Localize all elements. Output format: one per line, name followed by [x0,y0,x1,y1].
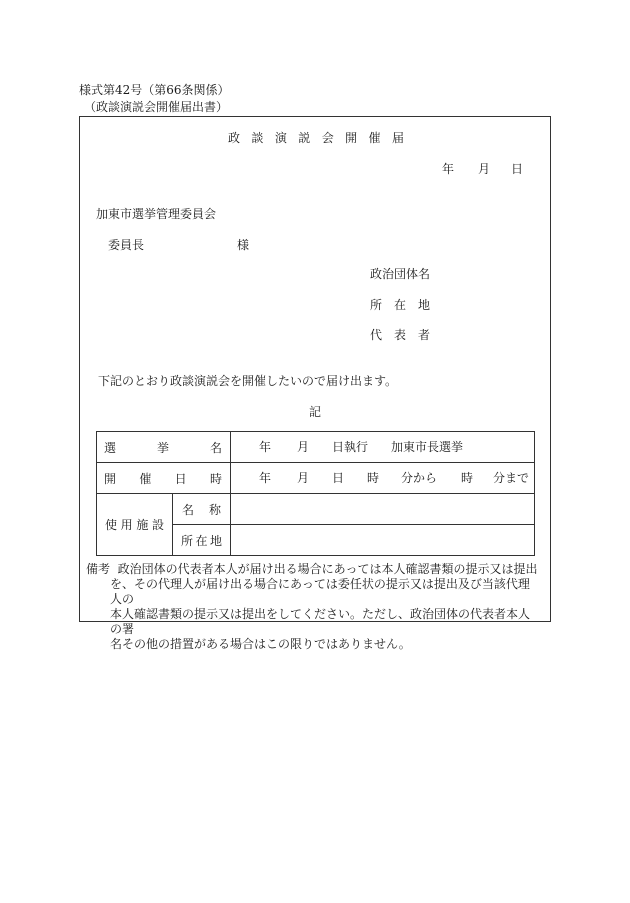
datetime-value: 年 月 日 時 分から 時 分まで [231,463,535,494]
table-row [97,463,535,494]
note-line-3: 本人確認書類の提示又は提出をしてください。ただし、政治団体の代表者本人の署 [110,607,531,636]
address-label: 所 在 地 [370,298,430,312]
political-group-name-label: 政治団体名 [370,267,431,281]
facility-address-label: 所 在 地 [173,525,231,556]
intro-text: 下記のとおり政談演説会を開催したいので届け出ます。 [98,374,398,388]
election-name-label: 選 挙 名 [97,432,231,463]
date-month: 月 [478,162,491,176]
datetime-label: 開 催 日 時 [97,463,231,494]
representative-label: 代 表 者 [370,328,430,342]
note-label: 備考 [86,562,111,576]
document-title: 政 談 演 説 会 開 催 届 [228,131,404,145]
date-year: 年 [442,162,455,176]
date-day: 日 [511,162,524,176]
form-subtitle: （政談演説会開催届出書） [84,100,229,114]
note-line-4: 名その他の措置がある場合はこの限りではありません。 [110,637,411,651]
recipient-org: 加東市選挙管理委員会 [96,207,217,221]
election-name-value: 年 月 日執行 加東市長選挙 [231,432,535,463]
note-line-1: 政治団体の代表者本人が届け出る場合にあっては本人確認書類の提示又は提出 [117,562,538,576]
facility-address-value [231,525,535,556]
facility-name-value [231,494,535,525]
note-block [86,562,538,652]
facility-name-label: 名 称 [173,494,231,525]
facility-label: 使 用 施 設 [97,494,173,556]
table-row [97,494,535,525]
ki-label: 記 [309,405,322,419]
note-line-2: を、その代理人が届け出る場合にあっては委任状の提示又は提出及び当該代理人の [110,577,530,606]
recipient-title: 委員長 [108,238,145,252]
record-table [96,431,535,556]
table-row [97,432,535,463]
recipient-honorific: 様 [237,238,250,252]
form-number: 様式第42号（第66条関係） [79,83,230,97]
